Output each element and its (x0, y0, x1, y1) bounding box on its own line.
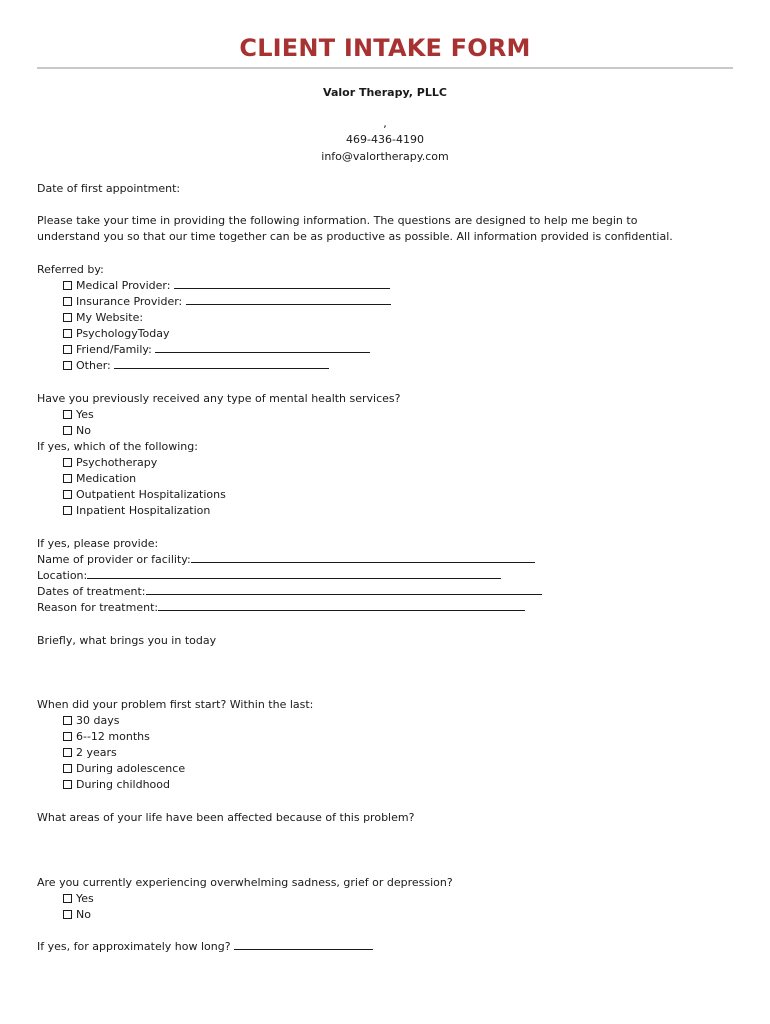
checkbox[interactable] (63, 361, 72, 370)
brings-you-question: Briefly, what brings you in today (37, 634, 217, 647)
provider-details-label: If yes, please provide: (37, 537, 159, 550)
provider-name-row[interactable] (37, 553, 535, 566)
option-label: Other: (76, 359, 111, 372)
practice-address: , (383, 117, 387, 130)
treatment-dates-field[interactable] (146, 585, 542, 595)
option-label: Medical Provider: (76, 279, 171, 292)
option-label: 6--12 months (76, 730, 150, 743)
checkbox[interactable] (63, 458, 72, 467)
field-label: Reason for treatment: (37, 601, 159, 614)
checkbox[interactable] (63, 313, 72, 322)
first-appointment-label: Date of first appointment: (37, 182, 181, 195)
checkbox[interactable] (63, 490, 72, 499)
field-label: Name of provider or facility: (37, 553, 191, 566)
referred-option-medical-provider[interactable] (63, 279, 390, 292)
checkbox[interactable] (63, 426, 72, 435)
option-label: My Website: (76, 311, 144, 324)
service-type-psychotherapy[interactable] (63, 456, 157, 469)
option-label: Inpatient Hospitalization (76, 504, 211, 517)
sadness-question: Are you currently experiencing overwhelming sadness, grief or depression? (37, 876, 453, 889)
problem-start-adolescence[interactable] (63, 762, 185, 775)
option-label: 30 days (76, 714, 120, 727)
practice-phone: 469-436-4190 (346, 133, 424, 146)
sadness-no[interactable] (63, 908, 91, 921)
checkbox[interactable] (63, 329, 72, 338)
checkbox[interactable] (63, 894, 72, 903)
referred-option-insurance-provider[interactable] (63, 295, 391, 308)
option-label: No (76, 908, 91, 921)
problem-start-30-days[interactable] (63, 714, 119, 727)
prior-services-no[interactable] (63, 424, 91, 437)
option-label: PsychologyToday (76, 327, 170, 340)
checkbox[interactable] (63, 410, 72, 419)
checkbox[interactable] (63, 297, 72, 306)
checkbox[interactable] (63, 748, 72, 757)
treatment-reason-row[interactable] (37, 601, 525, 614)
location-field[interactable] (87, 569, 501, 579)
option-label: During adolescence (76, 762, 186, 775)
referred-option-website[interactable] (63, 311, 143, 324)
prior-services-followup: If yes, which of the following: (37, 440, 198, 453)
location-row[interactable] (37, 569, 501, 582)
referred-option-friend-family[interactable] (63, 343, 370, 356)
checkbox[interactable] (63, 474, 72, 483)
title-divider (37, 67, 733, 69)
field-label: Location: (37, 569, 88, 582)
referred-option-other[interactable] (63, 359, 329, 372)
field-label: Dates of treatment: (37, 585, 146, 598)
checkbox[interactable] (63, 281, 72, 290)
medical-provider-field[interactable] (174, 279, 390, 289)
checkbox[interactable] (63, 910, 72, 919)
intro-line-2: understand you so that our time together can be as productive as possible. All information provided is confidential. (37, 230, 673, 243)
field-label: If yes, for approximately how long? (37, 940, 231, 953)
other-field[interactable] (114, 359, 329, 369)
treatment-dates-row[interactable] (37, 585, 542, 598)
service-type-inpatient[interactable] (63, 504, 210, 517)
checkbox[interactable] (63, 732, 72, 741)
service-type-medication[interactable] (63, 472, 136, 485)
option-label: Insurance Provider: (76, 295, 183, 308)
sadness-duration-row[interactable] (37, 940, 373, 953)
option-label: During childhood (76, 778, 170, 791)
provider-name-field[interactable] (191, 553, 535, 563)
friend-family-field[interactable] (155, 343, 370, 353)
option-label: No (76, 424, 91, 437)
option-label: Outpatient Hospitalizations (76, 488, 226, 501)
areas-affected-question: What areas of your life have been affected because of this problem? (37, 811, 415, 824)
insurance-provider-field[interactable] (186, 295, 391, 305)
checkbox[interactable] (63, 780, 72, 789)
problem-start-question: When did your problem first start? Within the last: (37, 698, 314, 711)
service-type-outpatient[interactable] (63, 488, 226, 501)
checkbox[interactable] (63, 506, 72, 515)
option-label: Yes (76, 892, 94, 905)
option-label: Yes (76, 408, 94, 421)
option-label: Friend/Family: (76, 343, 152, 356)
checkbox[interactable] (63, 345, 72, 354)
prior-services-yes[interactable] (63, 408, 94, 421)
option-label: Medication (76, 472, 137, 485)
form-title: CLIENT INTAKE FORM (239, 34, 531, 62)
sadness-duration-field[interactable] (234, 940, 373, 950)
practice-email: info@valortherapy.com (321, 150, 449, 163)
intro-line-1: Please take your time in providing the following information. The questions are designed to help me begin to (37, 214, 638, 227)
sadness-yes[interactable] (63, 892, 94, 905)
practice-name: Valor Therapy, PLLC (323, 86, 447, 99)
referred-option-psychologytoday[interactable] (63, 327, 170, 340)
referred-by-label: Referred by: (37, 263, 104, 276)
option-label: Psychotherapy (76, 456, 158, 469)
problem-start-childhood[interactable] (63, 778, 170, 791)
problem-start-2-years[interactable] (63, 746, 117, 759)
prior-services-question: Have you previously received any type of mental health services? (37, 392, 401, 405)
checkbox[interactable] (63, 716, 72, 725)
treatment-reason-field[interactable] (158, 601, 525, 611)
checkbox[interactable] (63, 764, 72, 773)
option-label: 2 years (76, 746, 117, 759)
problem-start-6-12-months[interactable] (63, 730, 150, 743)
